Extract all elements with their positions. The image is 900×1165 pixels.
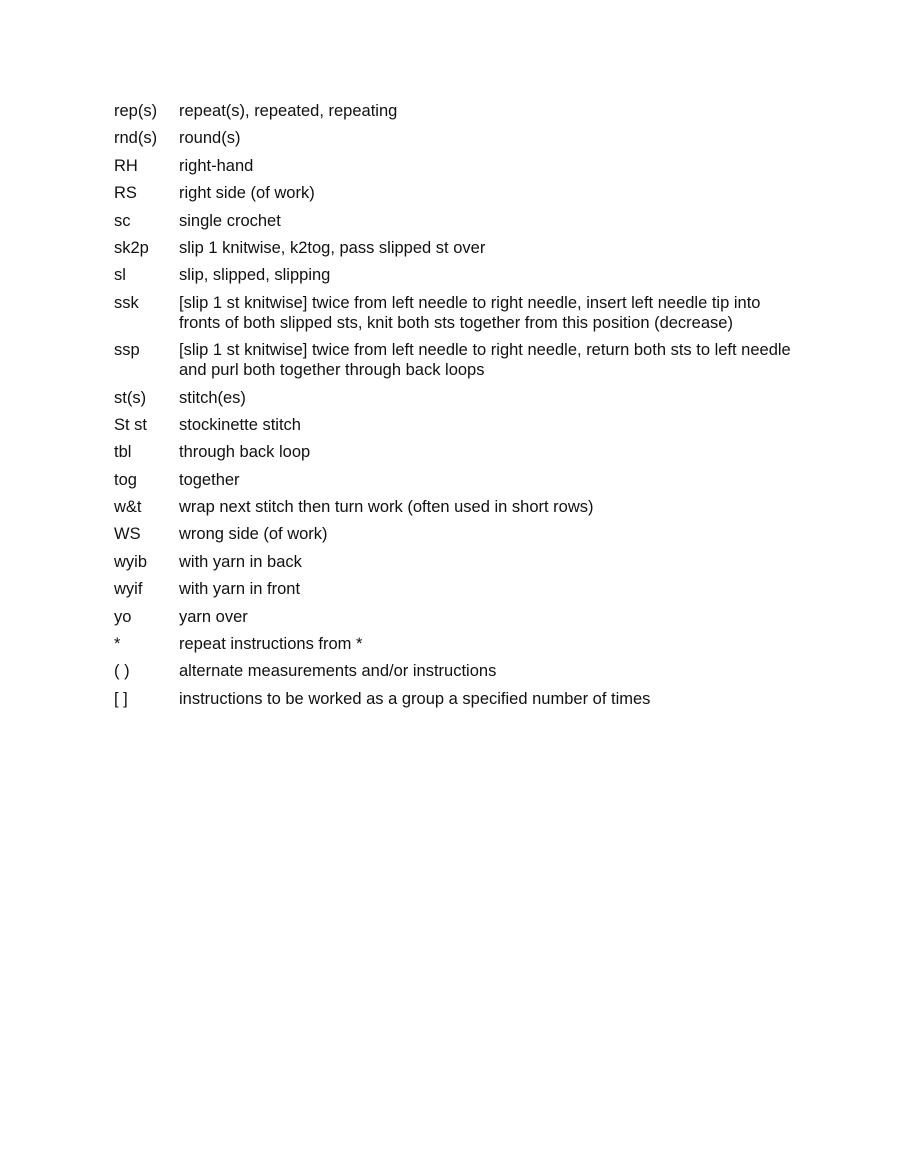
glossary-entry [114, 183, 794, 203]
definition: single crochet [179, 211, 281, 230]
definition: alternate measurements and/or instructions [179, 662, 497, 681]
abbreviation: ssk [114, 293, 139, 312]
glossary-entry [114, 238, 794, 258]
definition: with yarn in back [179, 552, 302, 571]
definition: [slip 1 st knitwise] twice from left needle to right needle, return both sts to left needle and purl both together through back loops [179, 341, 791, 380]
abbreviation: tbl [114, 443, 132, 462]
abbreviation: RS [114, 184, 137, 203]
glossary-entry [114, 128, 794, 148]
definition: together [179, 470, 240, 489]
definition: round(s) [179, 129, 241, 148]
definition: slip, slipped, slipping [179, 266, 331, 285]
glossary-entry [114, 497, 794, 517]
abbreviation: [ ] [114, 689, 128, 708]
glossary-entry [114, 552, 794, 572]
glossary-entry [114, 415, 794, 435]
definition: right-hand [179, 156, 254, 175]
glossary-entry [114, 634, 794, 654]
glossary-entry [114, 579, 794, 599]
abbreviation: St st [114, 415, 148, 434]
abbreviation: ( ) [114, 662, 130, 681]
abbreviation: tog [114, 470, 137, 489]
glossary-entry [114, 524, 794, 544]
definition: stockinette stitch [179, 415, 301, 434]
definition: wrap next stitch then turn work (often used in short rows) [179, 498, 594, 517]
glossary-entry [114, 293, 794, 333]
abbreviation: rep(s) [114, 102, 158, 120]
glossary-entry [114, 689, 794, 709]
glossary-entry [114, 661, 794, 681]
glossary-entry [114, 156, 794, 176]
abbreviation: wyif [114, 580, 143, 599]
glossary-entry [114, 388, 794, 408]
glossary-entry [114, 101, 794, 121]
abbreviation: WS [114, 525, 141, 544]
abbreviation: w&t [114, 498, 142, 517]
abbreviation: sc [114, 211, 131, 230]
definition: yarn over [179, 607, 248, 626]
definition: instructions to be worked as a group a specified number of times [179, 689, 651, 708]
definition: repeat instructions from * [179, 635, 363, 654]
definition: right side (of work) [179, 184, 315, 203]
definition: wrong side (of work) [179, 525, 328, 544]
abbreviation: rnd(s) [114, 129, 158, 148]
glossary-entry [114, 607, 794, 627]
glossary-entry [114, 211, 794, 231]
definition: stitch(es) [179, 388, 246, 407]
abbreviation: wyib [114, 552, 148, 571]
definition: through back loop [179, 443, 311, 462]
abbreviation: sl [114, 266, 126, 285]
abbreviation: RH [114, 156, 138, 175]
glossary-entry [114, 340, 794, 380]
definition: [slip 1 st knitwise] twice from left needle to right needle, insert left needle tip into fronts of both slipped sts, knit both sts together from this position (decrease) [179, 293, 761, 332]
abbreviation: st(s) [114, 388, 147, 407]
abbreviation: * [114, 635, 121, 654]
abbreviation: yo [114, 607, 132, 626]
glossary-entry [114, 442, 794, 462]
definition: with yarn in front [179, 580, 301, 599]
definition: repeat(s), repeated, repeating [179, 102, 398, 120]
glossary-entry [114, 470, 794, 490]
abbreviations-glossary [114, 101, 794, 716]
abbreviation: sk2p [114, 238, 149, 257]
definition: slip 1 knitwise, k2tog, pass slipped st over [179, 238, 486, 257]
abbreviation: ssp [114, 341, 140, 360]
glossary-entry [114, 265, 794, 285]
